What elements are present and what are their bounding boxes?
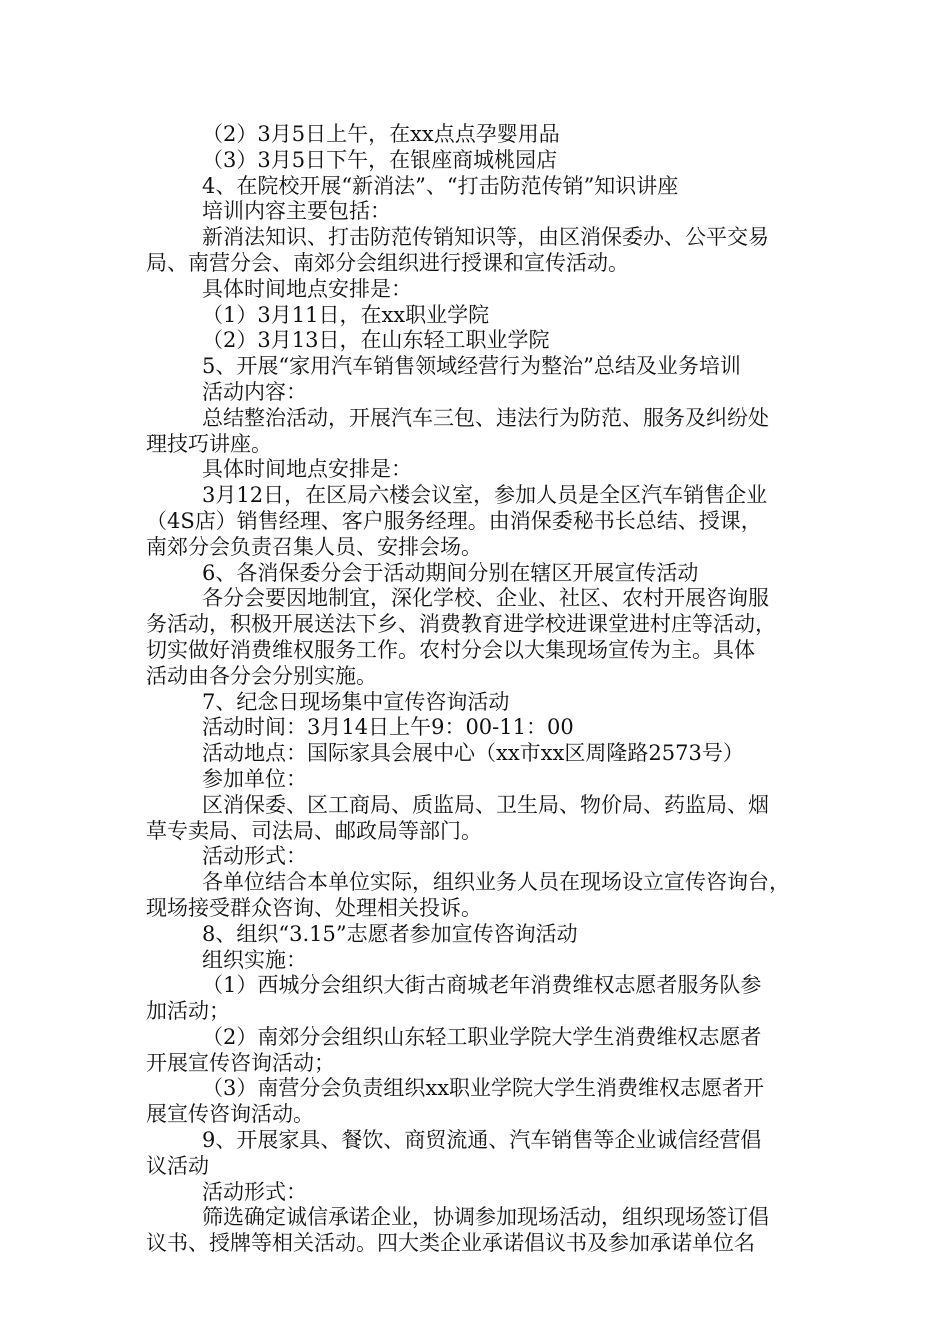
text-line: 现场接受群众咨询、处理相关投诉。 <box>146 895 482 920</box>
text-line: 8、组织“3.15”志愿者参加宣传咨询活动 <box>202 921 578 946</box>
text-line: 各单位结合本单位实际，组织业务人员在现场设立宣传咨询台， <box>202 870 790 895</box>
text-line: 参加单位： <box>202 766 307 791</box>
text-line: 4、在院校开展“新消法”、“打击防范传销”知识讲座 <box>202 173 679 198</box>
text-line: 组织实施： <box>202 947 307 972</box>
text-line: 议书、授牌等相关活动。四大类企业承诺倡议书及参加承诺单位名 <box>146 1231 755 1256</box>
text-line: （2）3月13日，在山东轻工职业学院 <box>202 328 550 353</box>
text-line: 活动时间：3月14日上午9：00-11：00 <box>202 715 574 740</box>
text-line: （3）3月5日下午，在银座商城桃园店 <box>202 147 558 172</box>
text-line: 筛选确定诚信承诺企业，协调参加现场活动，组织现场签订倡 <box>202 1205 769 1230</box>
text-line: 切实做好消费维权服务工作。农村分会以大集现场宣传为主。具体 <box>146 637 755 662</box>
text-line: 3月12日，在区局六楼会议室，参加人员是全区汽车销售企业 <box>202 483 768 508</box>
text-line: 7、纪念日现场集中宣传咨询活动 <box>202 689 510 714</box>
text-line: 活动形式： <box>202 844 307 869</box>
text-line: 活动形式： <box>202 1179 307 1204</box>
text-line: 南郊分会负责召集人员、安排会场。 <box>146 534 482 559</box>
text-line: 各分会要因地制宜，深化学校、企业、社区、农村开展咨询服 <box>202 586 769 611</box>
text-line: 局、南营分会、南郊分会组织进行授课和宣传活动。 <box>146 250 629 275</box>
text-line: 开展宣传咨询活动； <box>146 1050 335 1075</box>
text-line: 5、开展“家用汽车销售领域经营行为整治”总结及业务培训 <box>202 354 741 379</box>
text-line: （1）3月11日，在xx职业学院 <box>202 302 490 327</box>
text-line: 加活动； <box>146 999 230 1024</box>
text-line: （2）南郊分会组织山东轻工职业学院大学生消费维权志愿者 <box>202 1024 762 1049</box>
text-line: 展宣传咨询活动。 <box>146 1102 314 1127</box>
text-line: 培训内容主要包括： <box>202 199 391 224</box>
text-line: 议活动 <box>146 1153 209 1178</box>
text-line: （4S店）销售经理、客户服务经理。由消保委秘书长总结、授课， <box>146 508 762 533</box>
text-line: 区消保委、区工商局、质监局、卫生局、物价局、药监局、烟 <box>202 792 769 817</box>
text-line: 活动内容： <box>202 379 307 404</box>
text-line: 具体时间地点安排是： <box>202 276 412 301</box>
text-line: 9、开展家具、餐饮、商贸流通、汽车销售等企业诚信经营倡 <box>202 1128 762 1153</box>
text-line: （2）3月5日上午，在xx点点孕婴用品 <box>202 122 560 146</box>
text-line: 总结整治活动，开展汽车三包、违法行为防范、服务及纠纷处 <box>202 405 769 430</box>
text-line: 新消法知识、打击防范传销知识等，由区消保委办、公平交易 <box>202 225 769 250</box>
text-line: （3）南营分会负责组织xx职业学院大学生消费维权志愿者开 <box>202 1076 765 1101</box>
document-body <box>146 122 810 1257</box>
text-line: （1）西城分会组织大街古商城老年消费维权志愿者服务队参 <box>202 973 762 998</box>
text-line: 活动由各分会分别实施。 <box>146 663 377 688</box>
text-line: 活动地点：国际家具会展中心（xx市xx区周隆路2573号） <box>202 741 744 766</box>
text-line: 草专卖局、司法局、邮政局等部门。 <box>146 818 482 843</box>
text-line: 理技巧讲座。 <box>146 431 272 456</box>
text-line: 6、各消保委分会于活动期间分别在辖区开展宣传活动 <box>202 560 699 585</box>
text-line: 务活动，积极开展送法下乡、消费教育进学校进课堂进村庄等活动， <box>146 612 776 637</box>
text-line: 具体时间地点安排是： <box>202 457 412 482</box>
